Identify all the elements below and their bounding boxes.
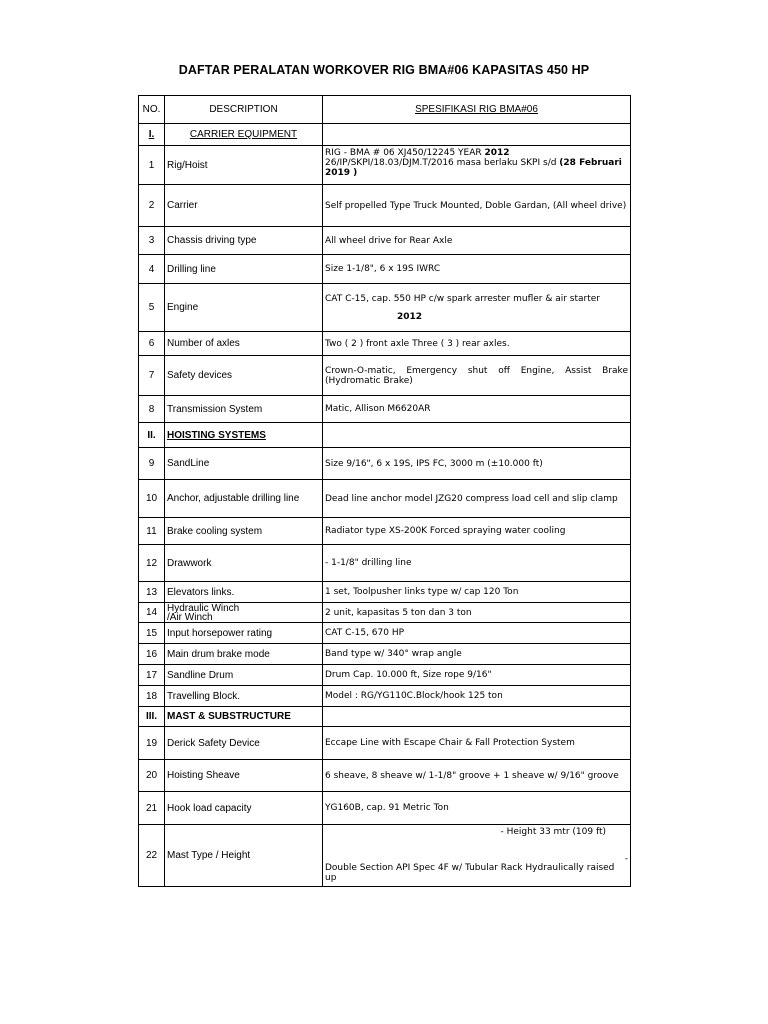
row-spec: - 1-1/8" drilling line [323,545,631,582]
row-description: SandLine [165,448,323,480]
row-spec: Self propelled Type Truck Mounted, Doble Gardan, (All wheel drive) [323,185,631,227]
row-number: 10 [139,480,165,518]
table-row [139,582,631,603]
row-description: Transmission System [165,396,323,423]
row-spec: 2 unit, kapasitas 5 ton dan 3 ton [323,603,631,623]
spec-year: 2012 [397,311,423,322]
row-number: 8 [139,396,165,423]
row-spec [323,356,631,396]
section-number: III. [139,707,165,727]
row-description: Hook load capacity [165,792,323,825]
row-spec: Radiator type XS-200K Forced spraying water cooling [323,518,631,545]
spec-text: - Height 33 mtr (109 ft) [500,827,606,837]
table-row [139,518,631,545]
row-number: 11 [139,518,165,545]
row-number: 22 [139,825,165,887]
row-description: Hoisting Sheave [165,760,323,792]
row-spec: Size 1-1/8", 6 x 19S IWRC [323,255,631,284]
row-spec: Two ( 2 ) front axle Three ( 3 ) rear axles. [323,332,631,356]
spec-text: CAT C-15, cap. 550 HP c/w spark arrester mufler & air starter [325,293,600,304]
row-number: 18 [139,686,165,707]
spec-text: Crown-O-matic, Emergency shut off Engine, Assist Brake [325,365,628,376]
table-row [139,146,631,185]
spec-text: RIG - BMA # 06 XJ450/12245 YEAR [325,148,485,158]
section-title: HOISTING SYSTEMS [165,423,323,448]
row-spec [323,284,631,332]
row-number: 9 [139,448,165,480]
spec-text: Double Section API Spec 4F w/ Tubular Rack Hydraulically raised up [325,863,615,883]
section-number: I. [139,124,165,146]
row-number: 3 [139,227,165,255]
section-title: MAST & SUBSTRUCTURE [165,707,323,727]
row-number: 21 [139,792,165,825]
row-spec: CAT C-15, 670 HP [323,623,631,644]
row-number: 5 [139,284,165,332]
desc-text: Hydraulic Winch [167,602,240,614]
row-description: Engine [165,284,323,332]
table-row [139,227,631,255]
row-description: Mast Type / Height [165,825,323,887]
table-row [139,760,631,792]
spec-dash: - [624,854,628,864]
section-number: II. [139,423,165,448]
header-description: DESCRIPTION [165,96,323,124]
row-description: Elevators links. [165,582,323,603]
header-spec: SPESIFIKASI RIG BMA#06 [323,96,631,124]
table-row [139,448,631,480]
section-row [139,423,631,448]
row-description: Travelling Block. [165,686,323,707]
table-row [139,255,631,284]
spec-text: (Hydromatic Brake) [325,375,413,386]
row-number: 1 [139,146,165,185]
empty-cell [323,707,631,727]
table-row [139,727,631,760]
row-description: Input horsepower rating [165,623,323,644]
row-number: 15 [139,623,165,644]
row-spec: Drum Cap. 10.000 ft, Size rope 9/16" [323,665,631,686]
spec-year: 2012 [484,148,510,158]
desc-text: /Air Winch [167,611,213,623]
table-row [139,825,631,887]
row-spec: Dead line anchor model JZG20 compress load cell and slip clamp [323,480,631,518]
document-title: DAFTAR PERALATAN WORKOVER RIG BMA#06 KAPASITAS 450 HP [178,63,590,77]
row-description: Main drum brake mode [165,644,323,665]
table-row [139,185,631,227]
row-spec: 6 sheave, 8 sheave w/ 1-1/8" groove + 1 sheave w/ 9/16" groove [323,760,631,792]
row-number: 19 [139,727,165,760]
row-number: 16 [139,644,165,665]
row-number: 20 [139,760,165,792]
row-number: 12 [139,545,165,582]
table-row [139,623,631,644]
table-row [139,284,631,332]
row-description: Derick Safety Device [165,727,323,760]
equipment-table [138,95,631,887]
row-number: 17 [139,665,165,686]
table-row [139,480,631,518]
row-description: Number of axles [165,332,323,356]
row-spec: YG160B, cap. 91 Metric Ton [323,792,631,825]
row-description: Drawwork [165,545,323,582]
table-row [139,665,631,686]
table-row [139,644,631,665]
empty-cell [323,124,631,146]
row-number: 6 [139,332,165,356]
row-description: Safety devices [165,356,323,396]
table-row [139,545,631,582]
row-description [165,603,323,623]
row-number: 2 [139,185,165,227]
header-no: NO. [139,96,165,124]
row-spec [323,146,631,185]
row-description: Anchor, adjustable drilling line [165,480,323,518]
section-title: CARRIER EQUIPMENT [165,124,323,146]
row-spec: 1 set, Toolpusher links type w/ cap 120 Ton [323,582,631,603]
row-number: 4 [139,255,165,284]
spec-date: (28 Februari 2019 ) [325,158,622,178]
section-row [139,124,631,146]
row-spec: Eccape Line with Escape Chair & Fall Protection System [323,727,631,760]
row-spec: Band type w/ 340° wrap angle [323,644,631,665]
table-row [139,686,631,707]
row-spec: Model : RG/YG110C.Block/hook 125 ton [323,686,631,707]
row-description: Rig/Hoist [165,146,323,185]
table-row [139,603,631,623]
spec-text: 26/IP/SKPI/18.03/DJM.T/2016 masa berlaku SKPI s/d [325,158,560,168]
table-row [139,356,631,396]
row-spec: Size 9/16", 6 x 19S, IPS FC, 3000 m (±10.000 ft) [323,448,631,480]
row-spec: All wheel drive for Rear Axle [323,227,631,255]
empty-cell [323,423,631,448]
row-number: 13 [139,582,165,603]
row-description: Brake cooling system [165,518,323,545]
row-spec: Matic, Allison M6620AR [323,396,631,423]
table-header-row [139,96,631,124]
row-number: 7 [139,356,165,396]
section-row [139,707,631,727]
row-description: Carrier [165,185,323,227]
row-description: Sandline Drum [165,665,323,686]
row-spec [323,825,631,887]
table-row [139,332,631,356]
row-number: 14 [139,603,165,623]
table-row [139,396,631,423]
row-description: Drilling line [165,255,323,284]
table-row [139,792,631,825]
row-description: Chassis driving type [165,227,323,255]
